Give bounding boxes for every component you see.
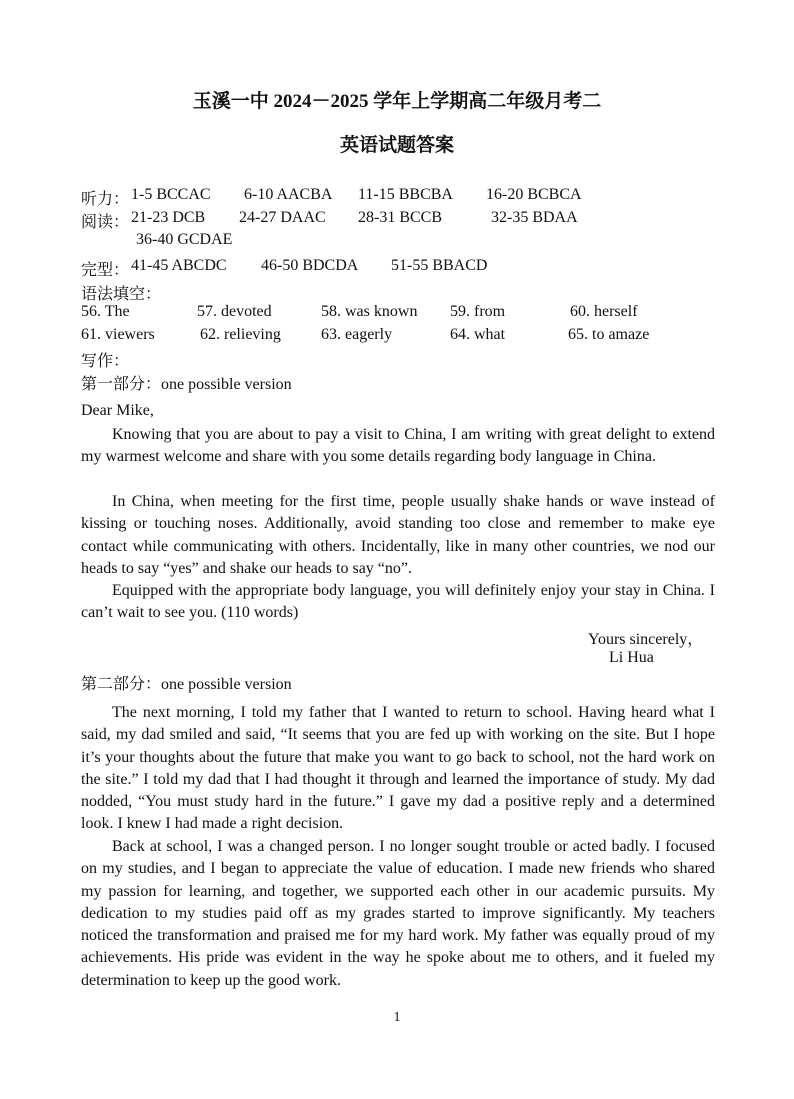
reading-label: 阅读： [81, 214, 130, 231]
letter-greeting: Dear Mike, [81, 402, 154, 419]
grammar-answer: 64. what [450, 326, 506, 343]
grammar-label: 语法填空： [81, 286, 162, 303]
grammar-answer: 65. to amaze [568, 326, 650, 343]
continuation-paragraph: Back at school, I was a changed person. I no longer sought trouble or acted badly. I focused on my studies, and I began to appreciate the value of education. I made new friends who shared my passion for learning, and together, we supported each other in our academic pursuits. My dedication to my studies paid off as my grades started to improve significantly. My teachers noticed the transformation and praised me for my hard work. My father was equally proud of my achievements. His pride was evident in the way he spoke about me to others, and it fueled my determination to keep up the good work. [81, 838, 715, 989]
answer-group: 46-50 BDCDA [261, 257, 359, 274]
page-title: 玉溪一中 2024－2025 学年上学期高二年级月考二 [192, 91, 602, 112]
letter-closing: Yours sincerely， [588, 631, 704, 648]
grammar-answer: 58. was known [321, 303, 418, 320]
grammar-answer: 63. eagerly [321, 326, 393, 343]
answer-group: 32-35 BDAA [491, 209, 578, 226]
letter-paragraph: Equipped with the appropriate body language, you will definitely enjoy your stay in China. I can’t wait to see you. (110 words) [81, 582, 715, 622]
answer-group: 51-55 BBACD [391, 257, 488, 274]
answer-group: 1-5 BCCAC [131, 186, 211, 203]
grammar-answer: 61. viewers [81, 326, 155, 343]
answer-group: 16-20 BCBCA [486, 186, 582, 203]
part2-heading: 第二部分：one possible version [81, 676, 292, 693]
answer-group: 24-27 DAAC [239, 209, 326, 226]
answer-group: 6-10 AACBA [244, 186, 333, 203]
grammar-answer: 62. relieving [200, 326, 281, 343]
answer-group: 11-15 BBCBA [358, 186, 453, 203]
page-subtitle: 英语试题答案 [339, 135, 454, 156]
page-number: 1 [393, 1010, 401, 1025]
grammar-answer: 57. devoted [197, 303, 272, 320]
answer-group: 36-40 GCDAE [136, 231, 233, 248]
writing-label: 写作： [81, 353, 130, 370]
listening-label: 听力： [81, 191, 130, 208]
letter-paragraph: In China, when meeting for the first time, people usually shake hands or wave instead of kissing or touching noses. Additionally, avoid standing too close and remember to make eye contact while communicating with others. Incidentally, like in many other countries, we nod our heads to say “yes” and shake our heads to say “no”. [81, 493, 715, 577]
answer-group: 41-45 ABCDC [131, 257, 227, 274]
cloze-label: 完型： [81, 262, 130, 279]
continuation-paragraph: The next morning, I told my father that I wanted to return to school. Having heard what I said, my dad smiled and said, “It seems that you are fed up with working on the site. But I hope it’s your thoughts about the future that make you want to go back to school, not the hard work on the site.” I told my dad that I had thought it through and learned the importance of study. My dad nodded, “You must study hard in the future.” I gave my dad a positive reply and a determined look. I knew I had made a right decision. [81, 704, 715, 833]
answer-group: 28-31 BCCB [358, 209, 443, 226]
reading-answers-cont [136, 231, 232, 249]
grammar-answer: 60. herself [570, 303, 638, 320]
answer-group: 21-23 DCB [131, 209, 206, 226]
letter-signature: Li Hua [609, 649, 654, 666]
part1-heading: 第一部分：one possible version [81, 376, 292, 393]
letter-paragraph: Knowing that you are about to pay a visit to China, I am writing with great delight to extend my warmest welcome and share with you some details regarding body language in China. [81, 426, 715, 466]
grammar-answer: 59. from [450, 303, 506, 320]
grammar-answer: 56. The [81, 303, 130, 320]
